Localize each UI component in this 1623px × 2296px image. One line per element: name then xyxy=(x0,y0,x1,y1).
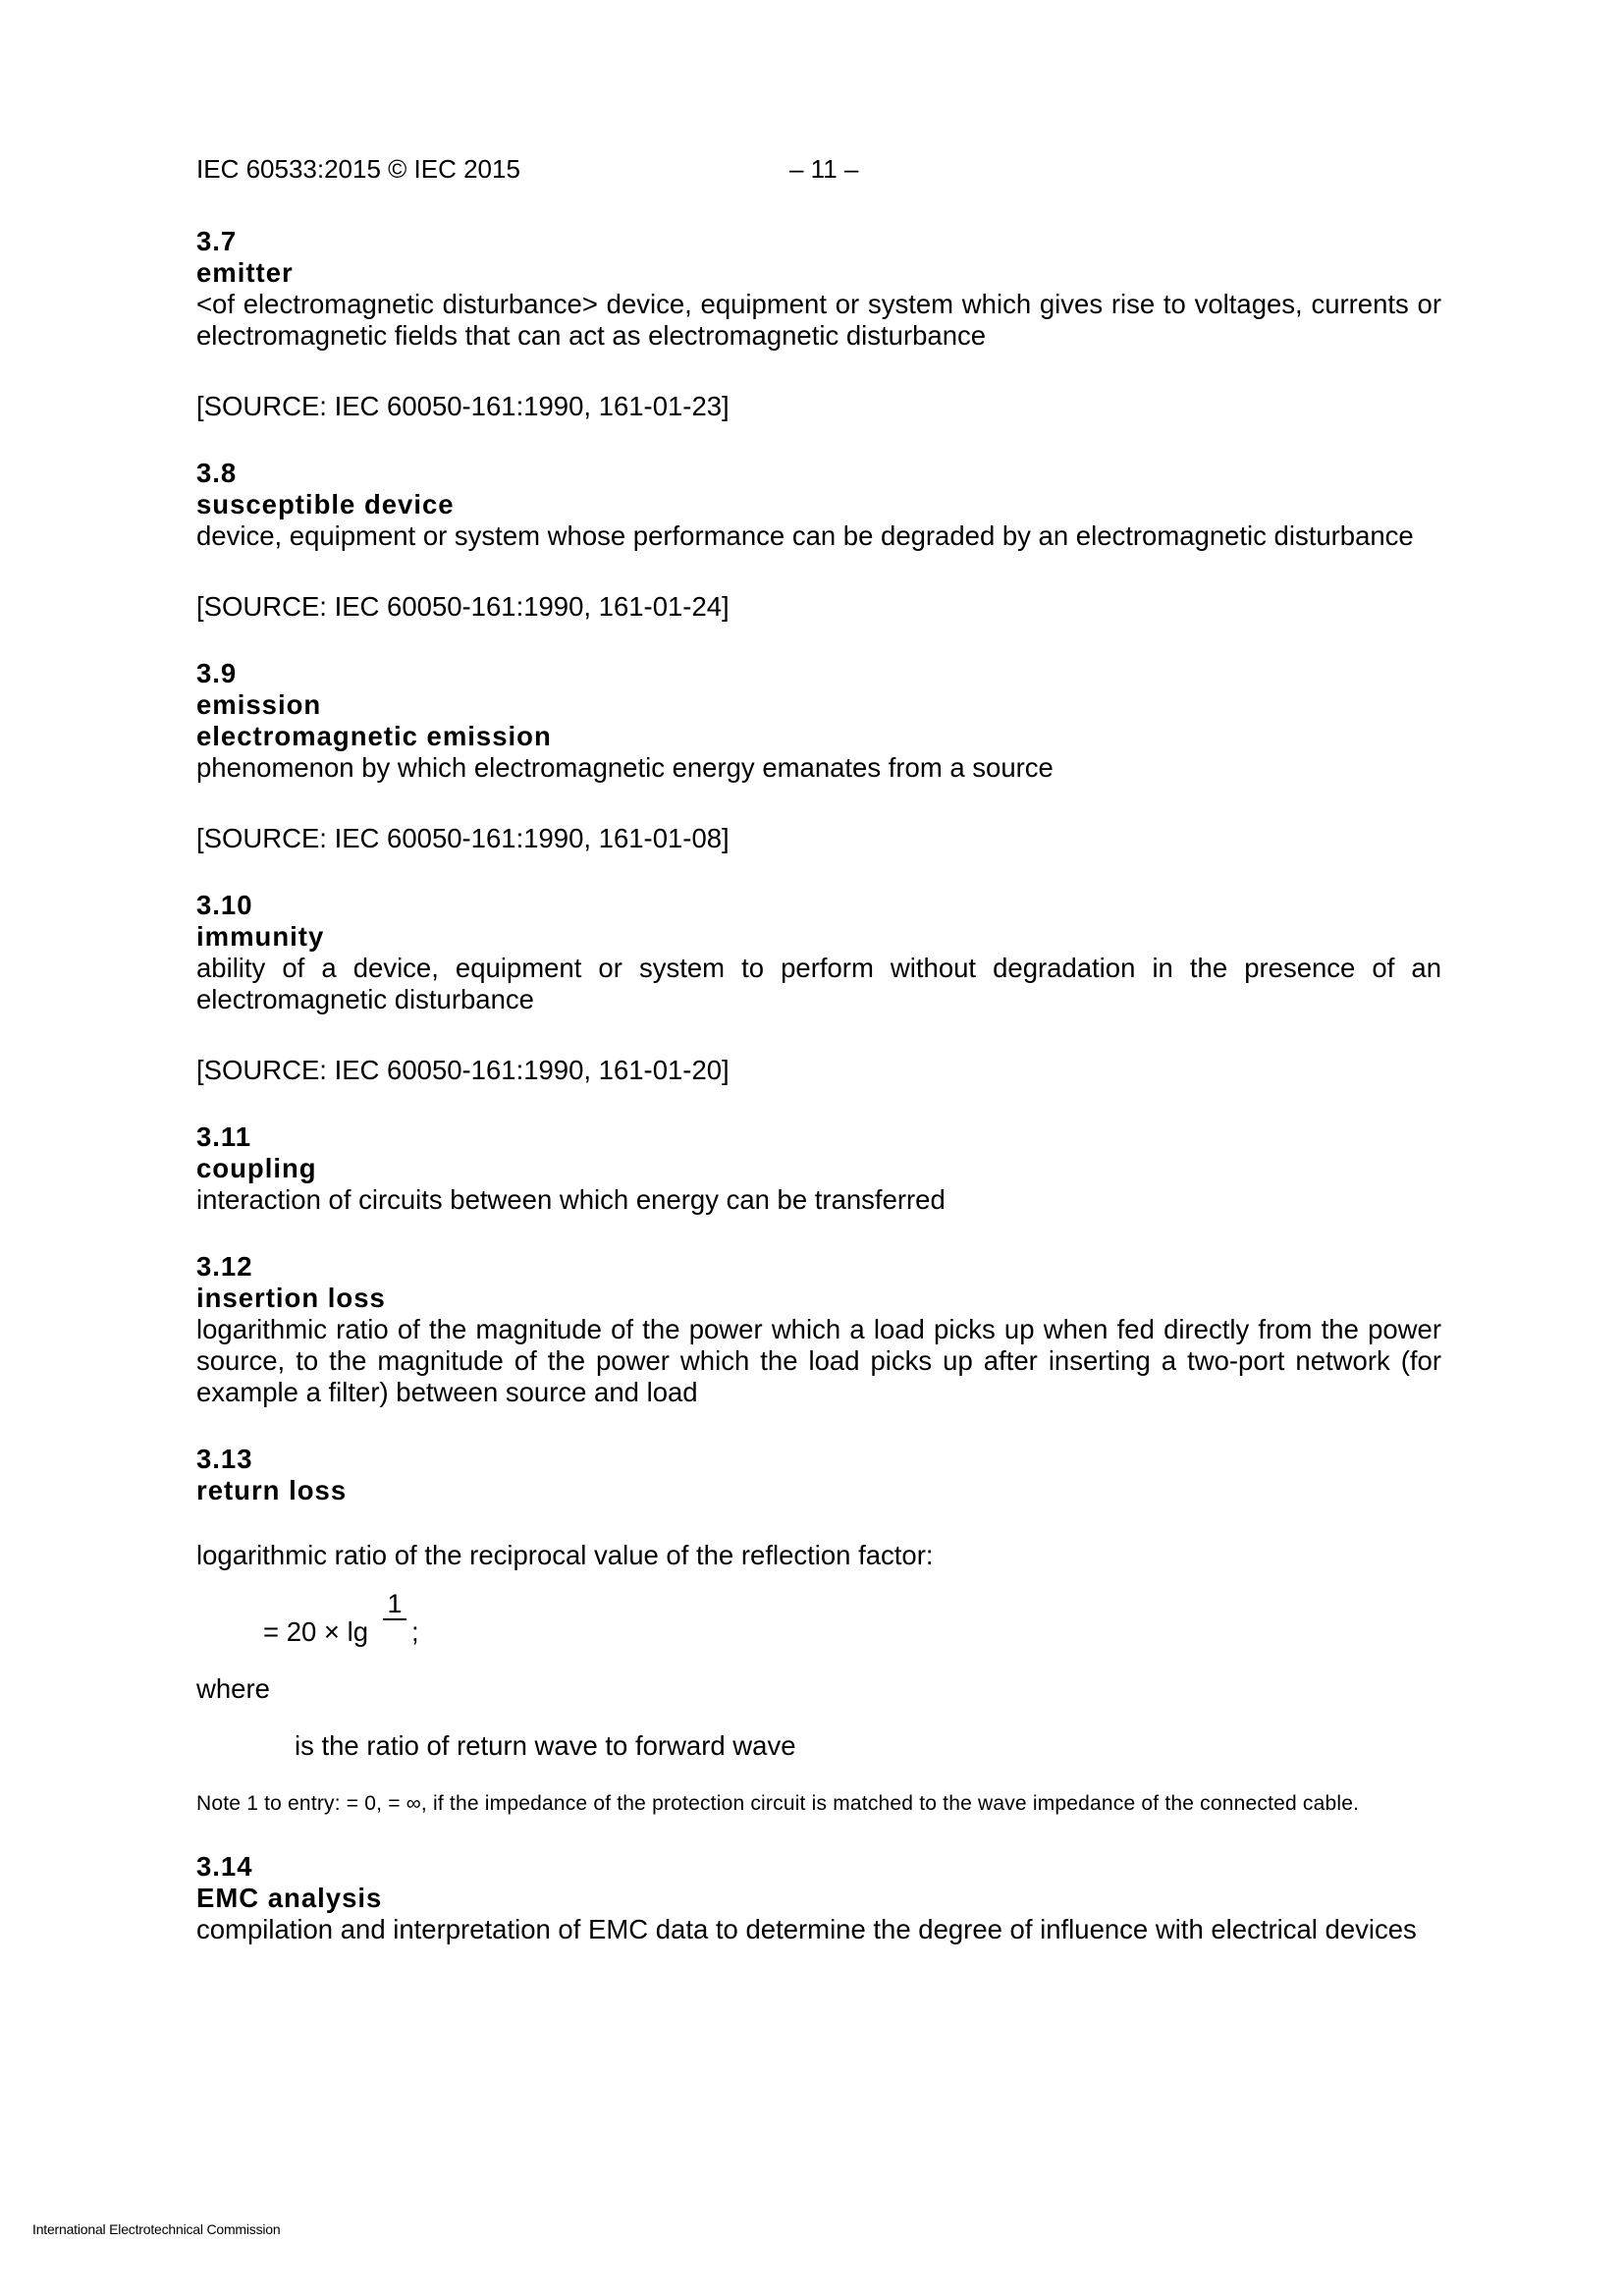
entry-3-11 xyxy=(196,1121,1441,1216)
entry-term: emission xyxy=(196,689,322,720)
entry-definition: logarithmic ratio of the reciprocal value of the reflection factor: xyxy=(196,1540,934,1570)
entry-term-synonym: electromagnetic emission xyxy=(196,721,552,751)
entry-3-14 xyxy=(196,1851,1441,1945)
formula-terminator: ; xyxy=(411,1616,419,1647)
entry-3-7 xyxy=(196,226,1441,422)
entry-number: 3.9 xyxy=(196,658,238,688)
entry-source: [SOURCE: IEC 60050-161:1990, 161-01-08] xyxy=(196,823,730,853)
formula-fraction xyxy=(380,1589,409,1620)
fraction-bar xyxy=(383,1618,406,1620)
page-header xyxy=(196,154,1441,188)
formula-lhs: = 20 × lg xyxy=(263,1616,369,1647)
entry-definition: phenomenon by which electromagnetic energy emanates from a source xyxy=(196,752,1054,783)
entry-3-10 xyxy=(196,890,1441,1086)
entry-3-12 xyxy=(196,1251,1441,1408)
entry-source: [SOURCE: IEC 60050-161:1990, 161-01-24] xyxy=(196,591,730,622)
entry-definition: <of electromagnetic disturbance> device, equipment or system which gives rise to voltages, currents or electromagnetic fields that can act as electromagnetic disturbance xyxy=(196,289,1441,351)
entry-source: [SOURCE: IEC 60050-161:1990, 161-01-20] xyxy=(196,1055,730,1085)
entry-number: 3.14 xyxy=(196,1851,253,1882)
entry-term: coupling xyxy=(196,1153,317,1183)
return-loss-formula xyxy=(263,1589,1441,1652)
entry-number: 3.10 xyxy=(196,890,253,920)
entry-source: [SOURCE: IEC 60050-161:1990, 161-01-23] xyxy=(196,391,730,421)
entry-term: susceptible device xyxy=(196,489,455,519)
where-definition: is the ratio of return wave to forward wave xyxy=(295,1730,796,1761)
entry-definition: interaction of circuits between which energy can be transferred xyxy=(196,1184,946,1215)
entry-definition: compilation and interpretation of EMC data to determine the degree of influence with electrical devices xyxy=(196,1914,1417,1944)
entry-definition: ability of a device, equipment or system to perform without degradation in the presence of an electromagnetic disturbance xyxy=(196,953,1441,1014)
entry-number: 3.8 xyxy=(196,458,238,488)
entry-number: 3.7 xyxy=(196,226,238,256)
entry-number: 3.12 xyxy=(196,1251,253,1282)
document-id: IEC 60533:2015 © IEC 2015 xyxy=(196,154,520,184)
formula-numerator: 1 xyxy=(387,1589,403,1618)
entry-number: 3.11 xyxy=(196,1121,252,1152)
where-label: where xyxy=(196,1673,270,1704)
entry-term: immunity xyxy=(196,921,325,952)
entry-term: EMC analysis xyxy=(196,1883,383,1913)
entry-3-9 xyxy=(196,658,1441,854)
document-body xyxy=(196,226,1441,1981)
entry-definition: device, equipment or system whose performance can be degraded by an electromagnetic disturbance xyxy=(196,520,1414,551)
entry-term: insertion loss xyxy=(196,1283,386,1313)
entry-number: 3.13 xyxy=(196,1444,253,1474)
entry-definition: logarithmic ratio of the magnitude of the power which a load picks up when fed directly from the power source, to the magnitude of the power which the load picks up after inserting a two-port network (for example a filter) between source and load xyxy=(196,1314,1441,1407)
entry-note: Note 1 to entry: = 0, = ∞, if the impedance of the protection circuit is matched to the wave impedance of the connected cable. xyxy=(196,1792,1360,1815)
entry-term: emitter xyxy=(196,257,294,288)
entry-term: return loss xyxy=(196,1475,348,1505)
entry-3-8 xyxy=(196,458,1441,623)
entry-3-13 xyxy=(196,1444,1441,1816)
publisher-footer: International Electrotechnical Commission xyxy=(32,2221,281,2237)
page-number: – 11 – xyxy=(789,154,859,184)
